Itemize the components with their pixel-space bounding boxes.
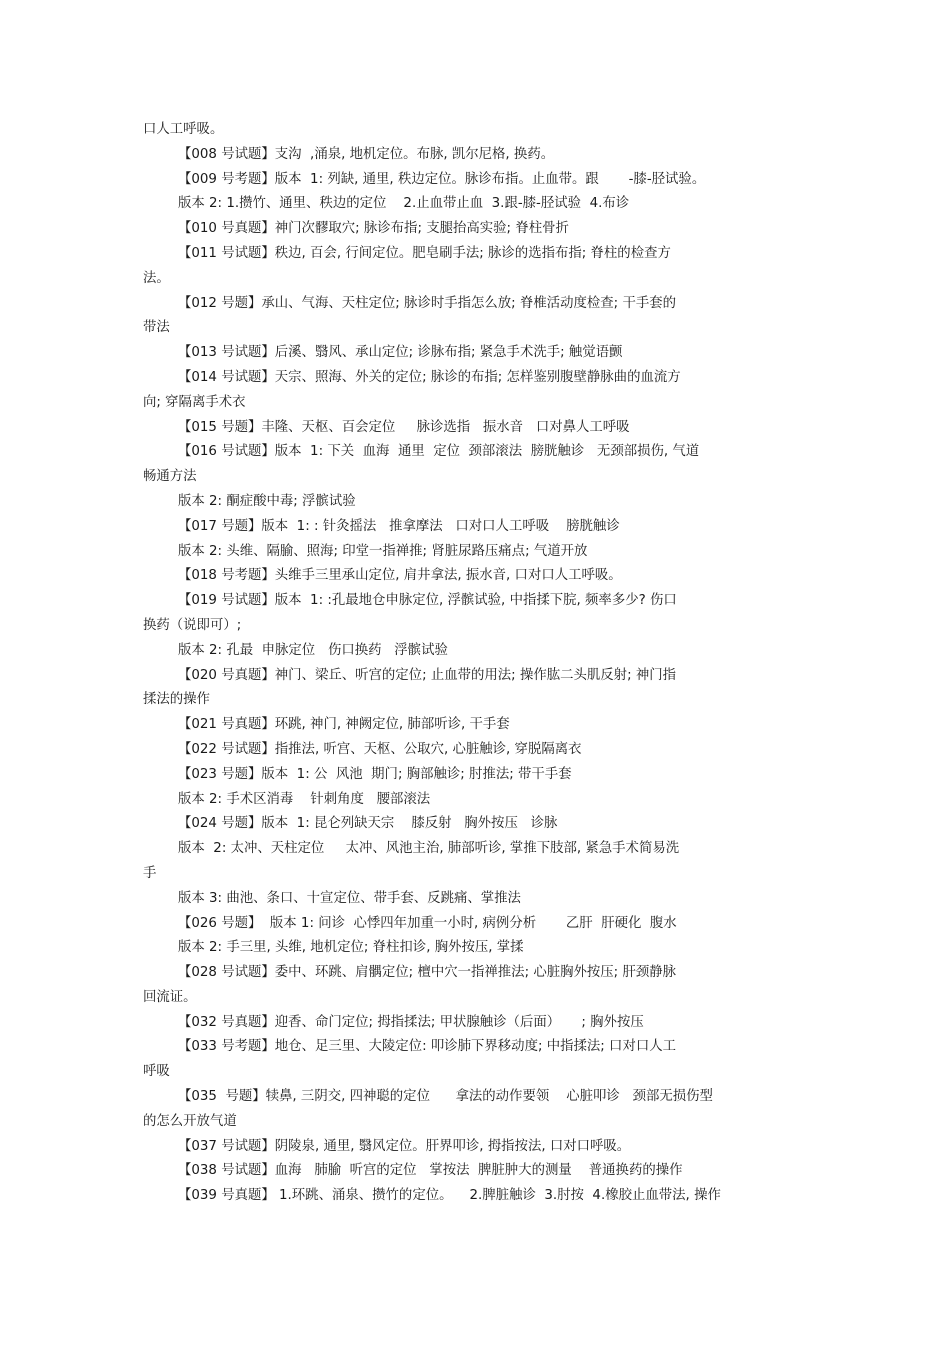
text-line: 【016 号试题】版本 1: 下关 血海 通里 定位 颈部滚法 膀胱触诊 无颈部损伤, 气道 [178,444,700,460]
text-line: 换药（说即可）; [143,617,242,633]
text-line: 【008 号试题】支沟 ,涌泉, 地机定位。布脉, 凯尔尼格, 换药。 [178,146,555,162]
text-line: 【012 号题】承山、气海、天柱定位; 脉诊时手指怎么放; 脊椎活动度检查; 干手套的 [178,295,677,311]
text-line: 回流证。 [143,989,197,1005]
text-line: 版本 2: 孔最 申脉定位 伤口换药 浮髌试验 [178,642,448,658]
text-line: 版本 2: 手三里, 头维, 地机定位; 脊柱扣诊, 胸外按压, 掌揉 [178,940,524,956]
text-line: 【013 号试题】后溪、翳风、承山定位; 诊脉布指; 紧急手术洗手; 触觉语颤 [178,345,623,361]
text-line: 口人工呼吸。 [143,122,224,137]
text-line: 【019 号试题】版本 1: :孔最地仓申脉定位, 浮髌试验, 中指揉下脘, 频率多少? 伤口 [178,593,677,609]
text-line: 揉法的操作 [143,692,210,708]
exam-question-list [143,118,823,1209]
text-line: 版本 2: 酮症酸中毒; 浮髌试验 [178,493,356,509]
text-line: 【033 号考题】地仓、足三里、大陵定位: 叩诊肺下界移动度; 中指揉法; 口对口人工 [178,1039,677,1055]
text-line: 带法 [143,320,170,336]
text-line: 【017 号题】版本 1: : 针灸摇法 推拿摩法 口对口人工呼吸 膀胱触诊 [178,518,620,534]
text-line: 【028 号试题】委中、环跳、肩髃定位; 檀中穴一指禅推法; 心脏胸外按压; 肝颈静脉 [178,965,677,981]
text-line: 【009 号考题】版本 1: 列缺, 通里, 秩边定位。脉诊布指。止血带。跟 -膝-胫试验。 [178,171,706,187]
text-line: 【032 号真题】迎香、命门定位; 拇指揉法; 甲状腺触诊（后面） ; 胸外按压 [178,1014,644,1030]
text-line: 【014 号试题】天宗、照海、外关的定位; 脉诊的布指; 怎样鉴别腹壁静脉曲的血流方 [178,369,681,385]
text-line: 【011 号试题】秩边, 百会, 行间定位。肥皂刷手法; 脉诊的选指布指; 脊柱的检查方 [178,245,671,261]
text-line: 畅通方法 [143,469,197,485]
text-line: 呼吸 [143,1064,170,1080]
text-line: 【015 号题】丰隆、天枢、百会定位 脉诊选指 振水音 口对鼻人工呼吸 [178,419,630,435]
text-line: 版本 2: 1.攒竹、通里、秩边的定位 2.止血带止血 3.跟-膝-胫试验 4.布诊 [178,196,630,212]
text-line: 向; 穿隔离手术衣 [143,394,246,410]
text-line: 【035 号题】犊鼻, 三阴交, 四神聪的定位 拿法的动作要领 心脏叩诊 颈部无损伤型 [178,1089,713,1105]
text-line: 手 [143,865,157,881]
text-line: 版本 2: 太冲、天柱定位 太冲、风池主治, 肺部听诊, 掌推下肢部, 紧急手术简易洗 [178,841,680,857]
text-line: 【037 号试题】阴陵泉, 通里, 翳风定位。肝界叩诊, 拇指按法, 口对口呼吸。 [178,1138,631,1154]
text-line: 【038 号试题】血海 肺腧 听宫的定位 掌按法 脾脏肿大的测量 普通换药的操作 [178,1163,683,1179]
text-line: 【039 号真题】 1.环跳、涌泉、攒竹的定位。 2.脾脏触诊 3.肘按 4.橡胶止血带法, 操作 [178,1188,721,1204]
text-line: 版本 3: 曲池、条口、十宣定位、带手套、反跳痛、掌推法 [178,890,521,906]
text-line: 【020 号真题】神门、梁丘、听宫的定位; 止血带的用法; 操作肱二头肌反射; 神门指 [178,667,677,683]
text-line: 版本 2: 头维、隔腧、照海; 印堂一指禅推; 肾脏尿路压痛点; 气道开放 [178,543,588,559]
text-line: 【021 号真题】环跳, 神门, 神阙定位, 肺部听诊, 干手套 [178,717,510,733]
text-line: 版本 2: 手术区消毒 针刺角度 腰部滚法 [178,791,431,807]
text-line: 【023 号题】版本 1: 公 风池 期门; 胸部触诊; 肘推法; 带干手套 [178,766,572,782]
text-line: 法。 [143,270,170,286]
text-line: 【024 号题】版本 1: 昆仑列缺天宗 膝反射 胸外按压 诊脉 [178,816,558,832]
text-line: 【018 号考题】头维手三里承山定位, 肩井拿法, 振水音, 口对口人工呼吸。 [178,568,622,584]
text-line: 【010 号真题】神门次髎取穴; 脉诊布指; 支腿抬高实验; 脊柱骨折 [178,221,569,237]
text-line: 【026 号题】 版本 1: 问诊 心悸四年加重一小时, 病例分析 乙肝 肝硬化 腹水 [178,915,677,931]
text-line: 【022 号试题】指推法, 听宫、天枢、公取穴, 心脏触诊, 穿脱隔离衣 [178,741,582,757]
text-line: 的怎么开放气道 [143,1113,237,1129]
